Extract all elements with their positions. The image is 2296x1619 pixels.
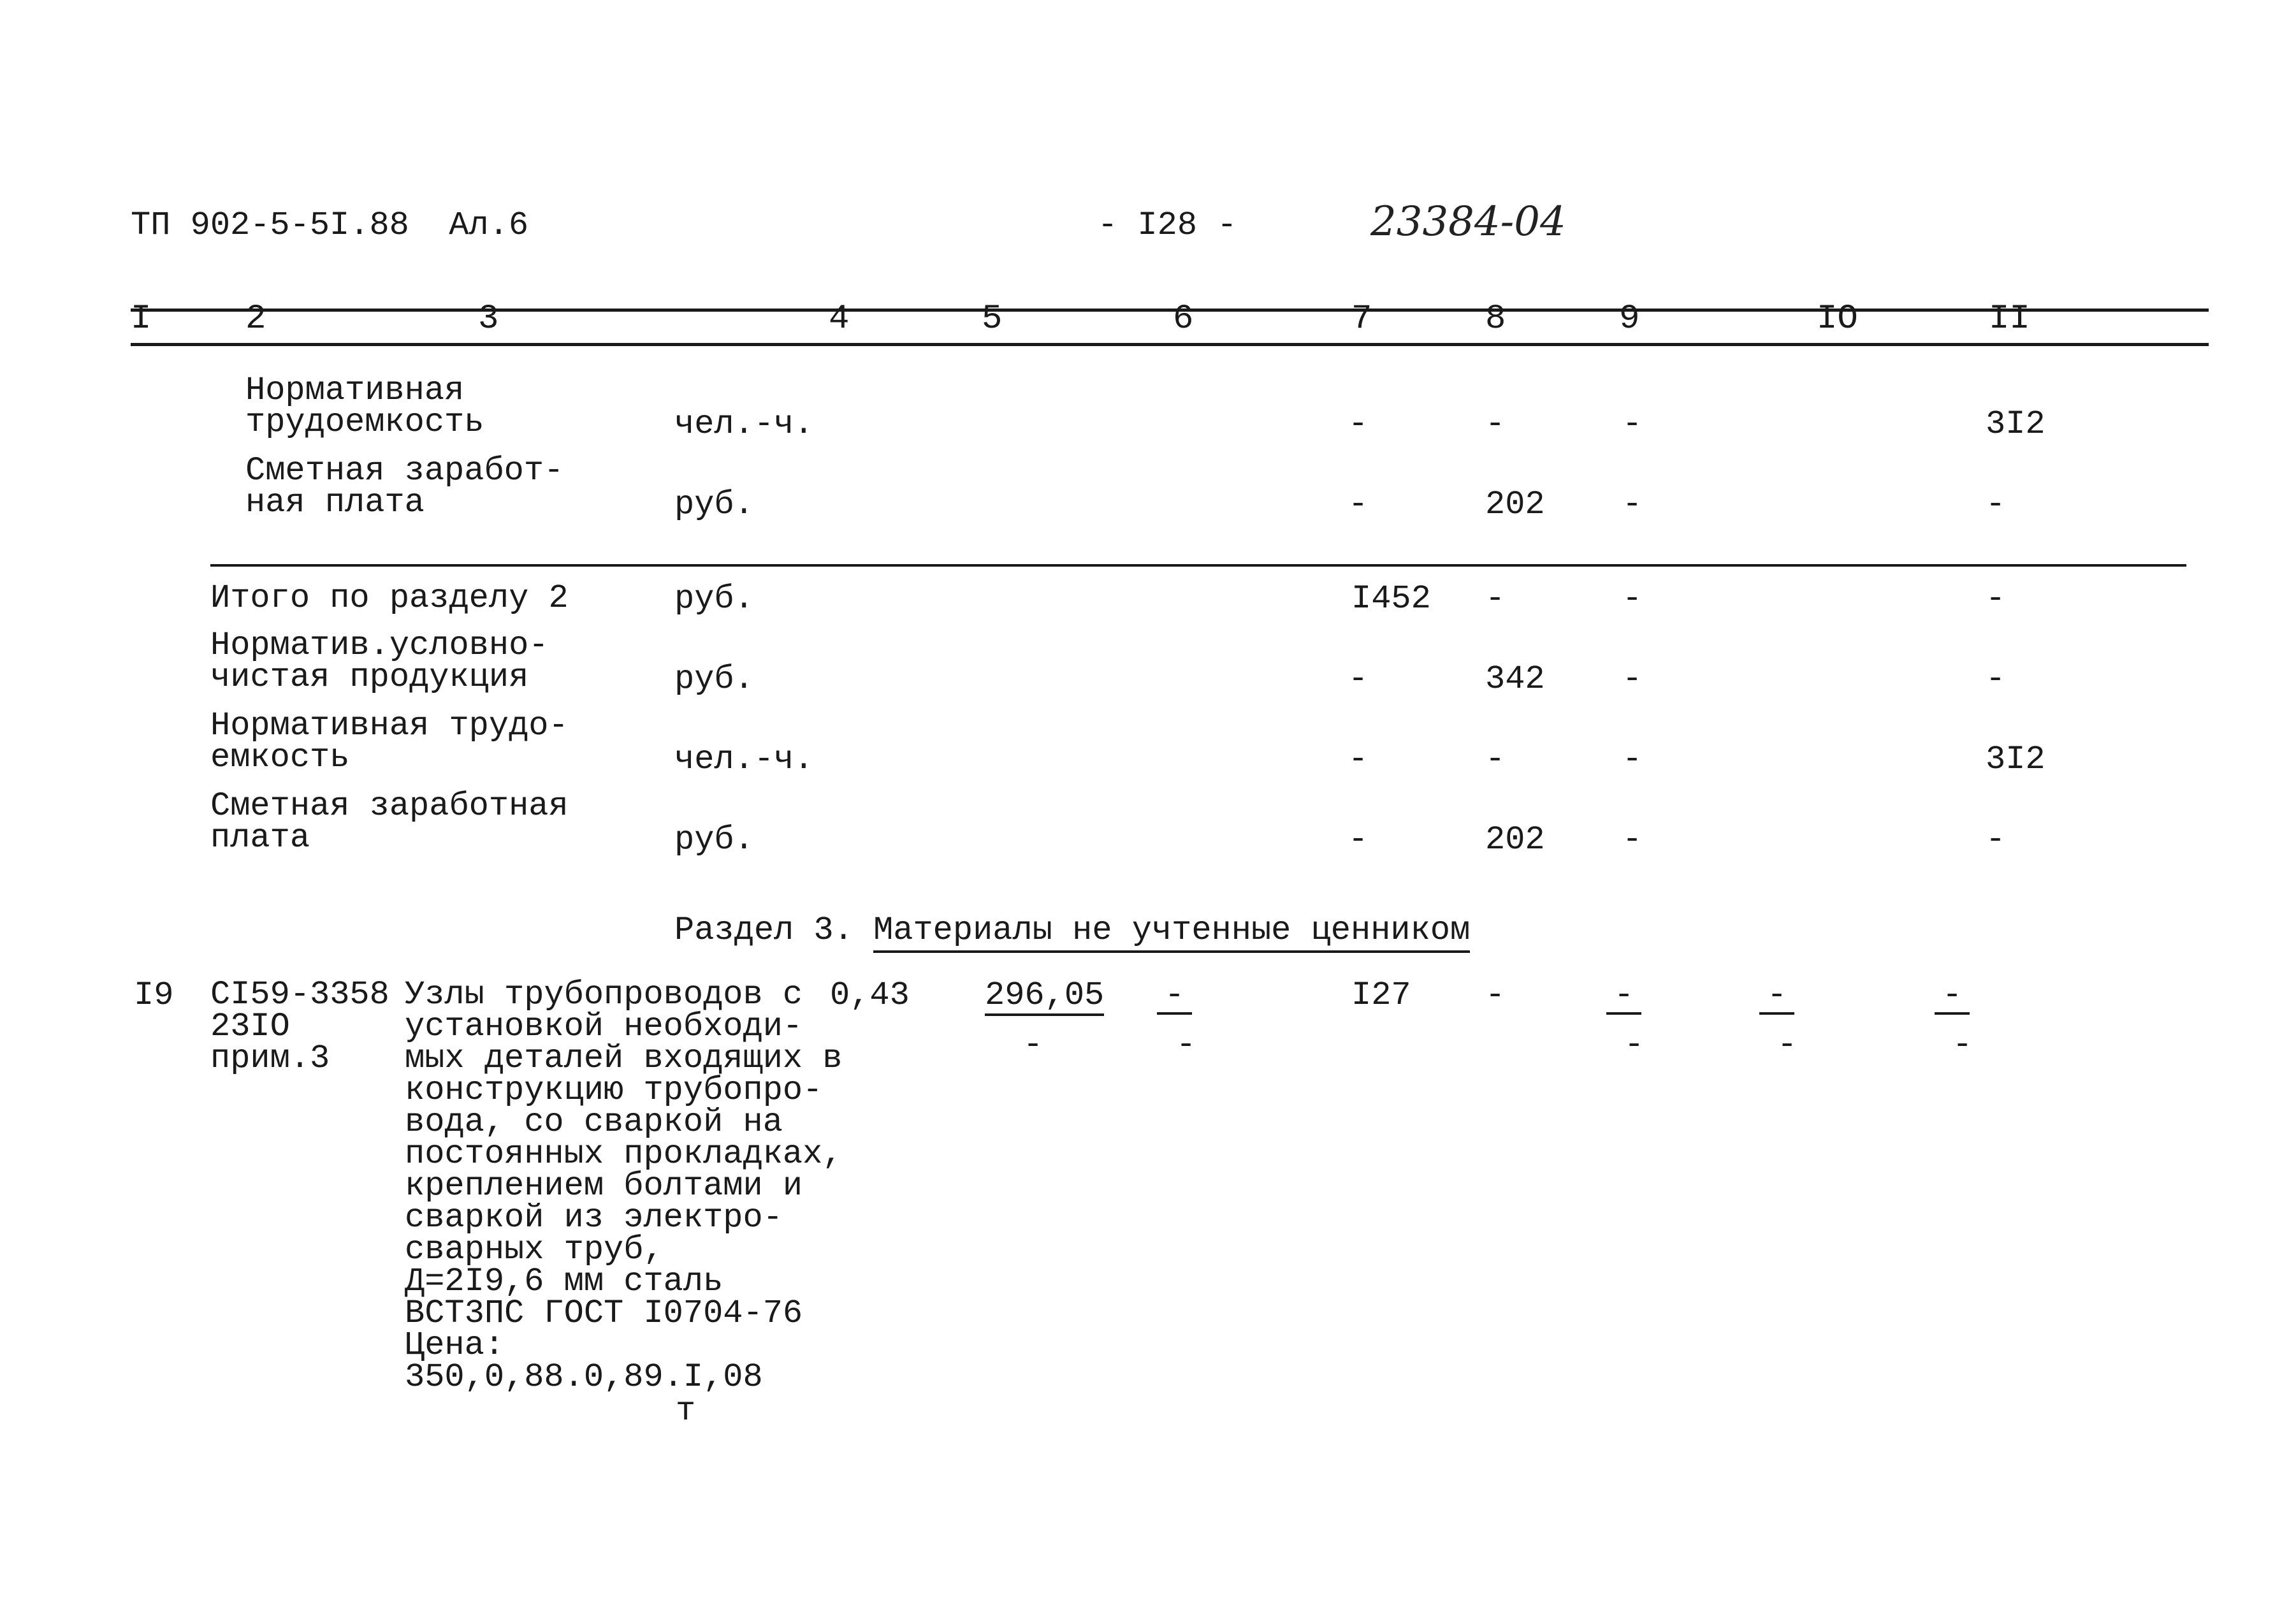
cell-col9-upper: - — [1606, 979, 1641, 1015]
section-heading — [674, 911, 1471, 949]
column-number: 2 — [245, 300, 266, 338]
cell-col7: - — [1348, 486, 1369, 523]
column-number: 8 — [1485, 300, 1506, 338]
page-number: - I28 - — [1098, 207, 1237, 244]
cell-col11: - — [1986, 486, 2006, 523]
item-price: 296,05 — [985, 979, 1104, 1016]
table-top-rule — [131, 309, 2209, 312]
cell-col8: - — [1485, 405, 1506, 443]
column-number: II — [1989, 300, 2030, 338]
section-prefix: Раздел 3. — [674, 911, 874, 949]
cell-col7: I452 — [1351, 580, 1431, 618]
cell-col11: 3I2 — [1986, 405, 2045, 443]
cell-col8: 342 — [1485, 660, 1545, 698]
column-number: IO — [1817, 300, 1858, 338]
row-unit: руб. — [674, 821, 754, 859]
row-label: Итого по разделу 2 — [210, 579, 569, 617]
row-unit: чел.-ч. — [674, 405, 814, 443]
column-number: 6 — [1173, 300, 1194, 338]
column-number: 7 — [1351, 300, 1372, 338]
row-label: Сметная заработная плата — [210, 787, 569, 857]
row-label: Нормативная трудо- емкость — [210, 707, 569, 776]
row-unit: чел.-ч. — [674, 741, 814, 778]
cell-col7: - — [1348, 660, 1369, 698]
cell-col7: - — [1348, 821, 1369, 859]
cell-col9: - — [1622, 580, 1643, 618]
cell-col9: - — [1622, 821, 1643, 859]
row-label: Нормативная трудоемкость — [245, 372, 484, 441]
cell-col9-lower: - — [1624, 1026, 1645, 1064]
section-title: Материалы не учтенные ценником — [873, 911, 1470, 953]
cell-col11: - — [1986, 821, 2006, 859]
cell-col11: 3I2 — [1986, 741, 2045, 778]
cell-col9: - — [1622, 660, 1643, 698]
row-label: Норматив.условно- чистая продукция — [210, 627, 549, 696]
row-unit: руб. — [674, 486, 754, 523]
document-code: ТП 902-5-5I.88 Ал.6 — [131, 207, 529, 244]
cell-col7: I27 — [1351, 976, 1411, 1014]
row-unit: руб. — [674, 580, 754, 618]
column-number: 3 — [478, 300, 499, 338]
item-code: CI59-3358 23IO прим.3 — [210, 976, 389, 1077]
cell-col11: - — [1986, 580, 2006, 618]
row-unit: руб. — [674, 660, 754, 698]
cell-col9: - — [1622, 405, 1643, 443]
cell-col8: 202 — [1485, 821, 1545, 859]
table-header-rule — [131, 343, 2209, 346]
cell-col10-lower: - — [1777, 1026, 1798, 1064]
cell-col9: - — [1622, 741, 1643, 778]
cell-col7: - — [1348, 405, 1369, 443]
cell-col10-upper: - — [1759, 979, 1794, 1015]
column-number: I — [131, 300, 152, 338]
cell-col11-upper: - — [1935, 979, 1970, 1015]
item-number: I9 — [134, 976, 174, 1014]
item-unit: т — [676, 1392, 696, 1430]
item-description: Узлы трубопроводов с установкой необходи- мых деталей входящих в конструкцию трубопро- вода, со сваркой на постоянных прокладках, креплением болтами и сваркой из электро- сварных труб, Д=2I9,6 мм сталь ВСТ3ПС ГОСТ I0704-76 Цена: 350,0,88.0,89.I,08 — [405, 976, 843, 1396]
cell-col8: - — [1485, 741, 1506, 778]
column-number: 4 — [829, 300, 850, 338]
cell-col6-upper: - — [1157, 979, 1192, 1015]
cell-col11-lower: - — [1952, 1026, 1973, 1064]
cell-col9: - — [1622, 486, 1643, 523]
cell-col8: 202 — [1485, 486, 1545, 523]
column-number: 9 — [1619, 300, 1640, 338]
item-quantity: 0,43 — [830, 976, 910, 1014]
cell-col7: - — [1348, 741, 1369, 778]
cell-col6-lower: - — [1176, 1026, 1196, 1064]
cell-col11: - — [1986, 660, 2006, 698]
column-number: 5 — [982, 300, 1003, 338]
subtotal-rule — [210, 564, 2186, 567]
cell-col8: - — [1485, 976, 1506, 1014]
item-price-lower: - — [1023, 1026, 1043, 1064]
cell-col8: - — [1485, 580, 1506, 618]
handwritten-number: 23384-04 — [1370, 198, 1566, 245]
row-label: Сметная заработ- ная плата — [245, 452, 564, 521]
